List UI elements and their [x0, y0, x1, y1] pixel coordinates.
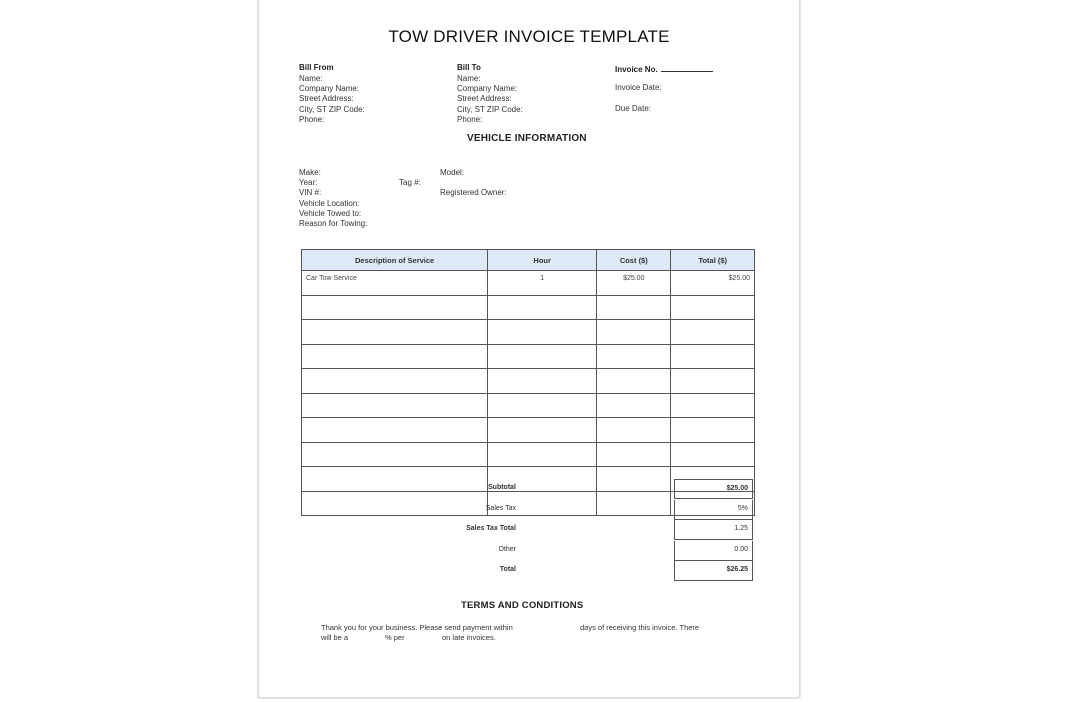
hour-cell [488, 418, 597, 443]
bill-to-city: City, ST ZIP Code: [457, 104, 523, 114]
table-row [302, 344, 755, 369]
total-cell [671, 442, 755, 467]
vehicle-towed-to-label: Vehicle Towed to: [299, 208, 362, 218]
hour-cell [488, 295, 597, 320]
bill-from-section [299, 63, 365, 125]
hour-cell [488, 491, 597, 516]
invoice-no-label: Invoice No. [615, 65, 658, 74]
sales-tax-value: 5% [674, 500, 753, 520]
tag-label: Tag #: [399, 178, 421, 187]
cost-cell [597, 295, 671, 320]
bill-to-phone: Phone: [457, 114, 483, 124]
terms-heading: TERMS AND CONDITIONS [461, 600, 584, 611]
bill-to-company: Company Name: [457, 84, 518, 94]
bill-from-name: Name: [299, 74, 323, 83]
hour-cell [488, 344, 597, 369]
total-label: Total [499, 566, 516, 573]
other-value: 0.00 [674, 541, 753, 561]
total-cell [671, 393, 755, 418]
hour-cell [488, 369, 597, 394]
subtotal-value: $25.00 [674, 479, 753, 499]
bill-to-street: Street Address: [457, 94, 512, 104]
bill-from-city: City, ST ZIP Code: [299, 104, 365, 114]
table-row [302, 295, 755, 320]
description-cell [302, 491, 488, 516]
bill-from-street: Street Address: [299, 94, 354, 104]
model-label: Model: [440, 168, 465, 177]
hour-cell: 1 [488, 271, 597, 296]
invoice-no-blank [661, 63, 713, 72]
bill-to-name: Name: [457, 74, 481, 83]
table-header-row [302, 250, 755, 271]
terms-line2-c: on late invoices. [442, 633, 496, 642]
cost-cell [597, 344, 671, 369]
year-label: Year: [299, 178, 318, 188]
total-cell: $25.00 [671, 271, 755, 296]
document-title: TOW DRIVER INVOICE TEMPLATE [388, 27, 670, 46]
table-row [302, 369, 755, 394]
header-description: Description of Service [302, 250, 488, 271]
total-cell [671, 418, 755, 443]
total-cell [671, 369, 755, 394]
bill-to-heading: Bill To [457, 63, 481, 72]
due-date-label: Due Date: [615, 104, 652, 113]
invoice-page [258, 0, 800, 698]
subtotal-label: Subtotal [488, 484, 516, 491]
bill-from-heading: Bill From [299, 63, 334, 72]
terms-line2-a: will be a [321, 633, 349, 642]
header-hour: Hour [488, 250, 597, 271]
table-row [302, 271, 755, 296]
total-cell [671, 295, 755, 320]
vehicle-location-label: Vehicle Location: [299, 198, 360, 208]
total-value: $26.25 [674, 561, 753, 581]
make-label: Make: [299, 168, 321, 177]
total-cell [671, 320, 755, 345]
terms-line2-b: % per [385, 633, 405, 642]
table-row [302, 418, 755, 443]
cost-cell [597, 467, 671, 492]
hour-cell [488, 442, 597, 467]
hour-cell [488, 320, 597, 345]
services-table [301, 249, 755, 516]
cost-cell: $25.00 [597, 271, 671, 296]
description-cell [302, 295, 488, 320]
bill-from-phone: Phone: [299, 114, 325, 124]
bill-from-company: Company Name: [299, 84, 360, 94]
description-cell: Car Tow Service [302, 271, 488, 296]
table-row [302, 320, 755, 345]
description-cell [302, 393, 488, 418]
invoice-no [615, 63, 713, 74]
description-cell [302, 344, 488, 369]
header-total: Total ($) [671, 250, 755, 271]
other-label: Other [498, 545, 516, 553]
invoice-date-label: Invoice Date: [615, 83, 662, 92]
table-row [302, 442, 755, 467]
cost-cell [597, 320, 671, 345]
description-cell [302, 320, 488, 345]
cost-cell [597, 442, 671, 467]
description-cell [302, 442, 488, 467]
cost-cell [597, 491, 671, 516]
table-row [302, 393, 755, 418]
cost-cell [597, 393, 671, 418]
registered-owner-label: Registered Owner: [440, 188, 507, 197]
sales-tax-total-value: 1.25 [674, 520, 753, 540]
vehicle-info-heading: VEHICLE INFORMATION [467, 133, 587, 144]
cost-cell [597, 418, 671, 443]
bill-to-section [457, 63, 523, 125]
description-cell [302, 418, 488, 443]
hour-cell [488, 393, 597, 418]
reason-for-towing-label: Reason for Towing: [299, 219, 368, 229]
terms-line1-a: Thank you for your business. Please send payment within [321, 623, 513, 632]
cost-cell [597, 369, 671, 394]
sales-tax-total-label: Sales Tax Total [466, 525, 516, 532]
total-cell [671, 344, 755, 369]
description-cell [302, 369, 488, 394]
vehicle-left-fields [299, 168, 367, 229]
sales-tax-label: Sales Tax [485, 504, 516, 512]
vin-label: VIN #: [299, 188, 322, 198]
header-cost: Cost ($) [597, 250, 671, 271]
terms-line1-b: days of receiving this invoice. There [580, 623, 700, 632]
